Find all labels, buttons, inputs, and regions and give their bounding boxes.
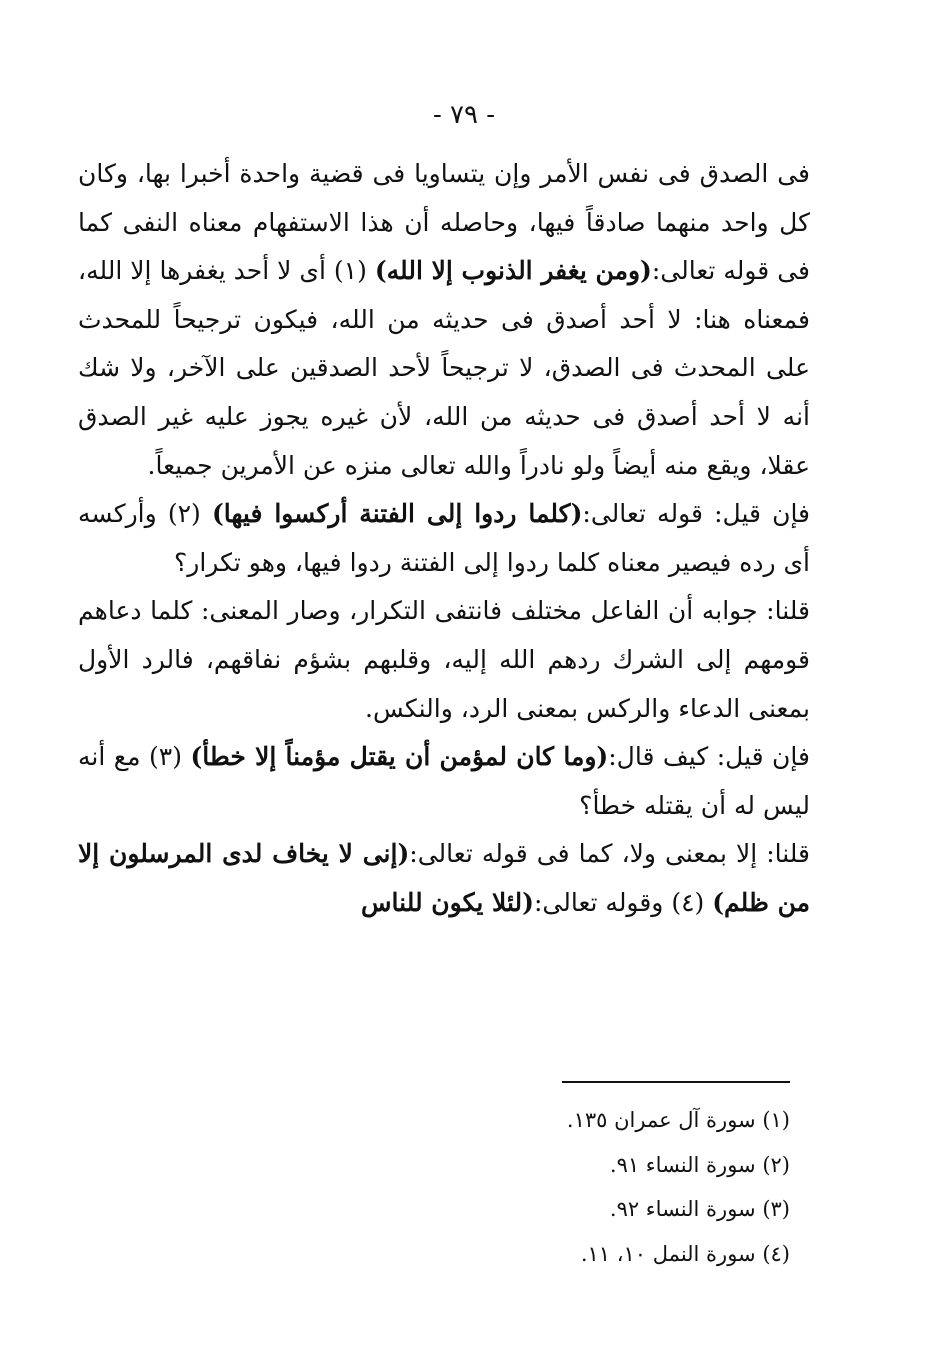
- quran-quote: (ومن يغفر الذنوب إلا الله): [374, 256, 652, 286]
- footnote-1: (١) سورة آل عمران ١٣٥.: [566, 1108, 790, 1132]
- text: فإن قيل: قوله تعالى:: [582, 499, 811, 529]
- paragraph-3: [78, 587, 810, 733]
- main-text: [78, 150, 810, 928]
- footnote-divider: [562, 1081, 790, 1083]
- footnote-2: (٢) سورة النساء ٩١.: [609, 1152, 790, 1177]
- footnotes: [390, 1098, 790, 1276]
- paragraph-4: [78, 733, 810, 830]
- paragraph-2: [78, 490, 810, 587]
- quran-quote: (وما كان لمؤمن أن يقتل مؤمناً إلا خطأ): [190, 742, 609, 772]
- paragraph-1: [78, 150, 810, 490]
- paragraph-5: [78, 830, 810, 927]
- quran-quote: (كلما ردوا إلى الفتنة أركسوا فيها): [211, 499, 583, 529]
- text: (١) أى لا أحد يغفرها إلا الله، فمعناه هنا: لا أحد أصدق فى حديثه من الله، فيكون ترجيحاً للمحدث على المحدث فى الصدق، لا ترجيحاً لأحد الصدقين على الآخر، ولا شك أنه لا أحد أصدق فى حديثه من الله، لأن غيره يجوز عليه غير الصدق عقلا، ويقع منه أيضاً ولو نادراً والله تعالى منزه عن الأمرين جميعاً.: [78, 256, 810, 480]
- page-number: - ٧٩ -: [432, 100, 496, 130]
- text: فى الصدق فى نفس الأمر وإن يتساويا فى قضية واحدة أخبرا بها، وكان كل واحد منهما صادقاً فيها، وحاصله أن هذا الاستفهام معناه النفى كما فى قوله تعالى:: [78, 159, 810, 286]
- quran-quote: (إنى لا يخاف لدى المرسلون إلا من ظلم): [78, 839, 810, 917]
- text: (٤) وقوله تعالى:: [533, 887, 713, 917]
- text: (٢) وأركسه أى رده فيصير معناه كلما ردوا إلى الفتنة ردوا فيها، وهو تكرار؟: [78, 499, 810, 577]
- text: (٣) مع أنه ليس له أن يقتله خطأ؟: [78, 742, 810, 820]
- footnote-4: (٤) سورة النمل ١٠، ١١.: [580, 1241, 790, 1266]
- quran-quote: (لئلا يكون للناس: [361, 887, 534, 917]
- text: فإن قيل: كيف قال:: [608, 742, 810, 772]
- text: قلنا: إلا بمعنى ولا، كما فى قوله تعالى:: [409, 839, 811, 869]
- footnote-3: (٣) سورة النساء ٩٢.: [609, 1197, 790, 1221]
- text: قلنا: جوابه أن الفاعل مختلف فانتفى التكرار، وصار المعنى: كلما دعاهم قومهم إلى الشرك ردهم الله إليه، وقلبهم بشؤم نفاقهم، فالرد الأول بمعنى الدعاء والركس بمعنى الرد، والنكس.: [78, 596, 810, 723]
